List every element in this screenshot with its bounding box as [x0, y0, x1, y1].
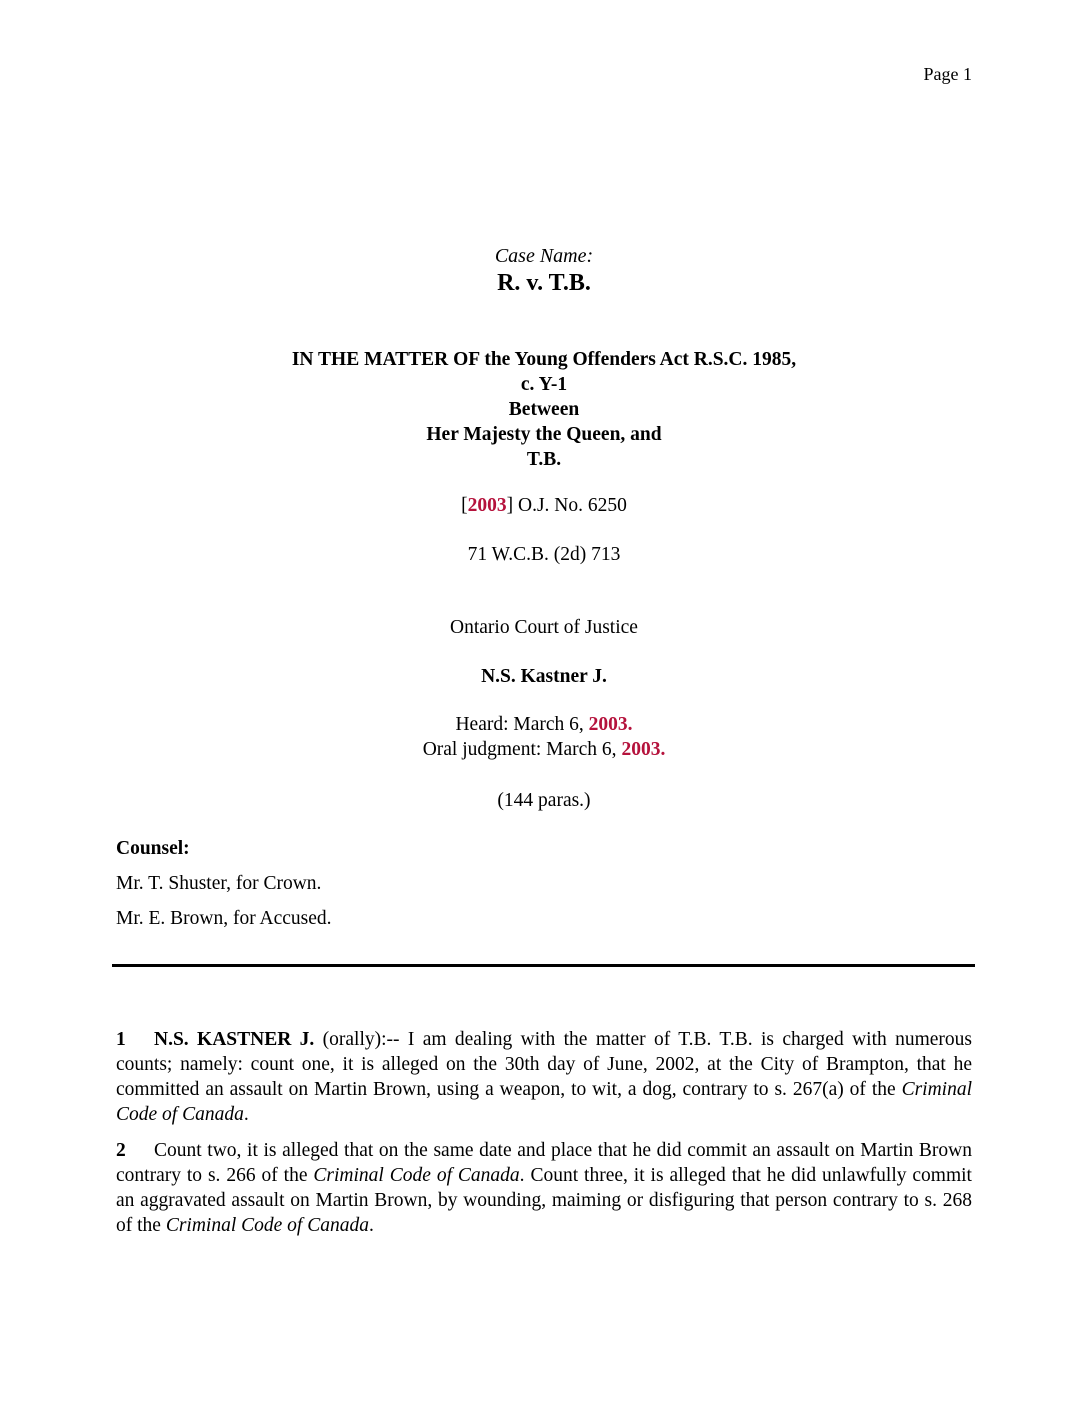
paragraph-text: . — [368, 1215, 374, 1236]
citation-year: 2003 — [467, 495, 507, 516]
matter-line: T.B. — [526, 449, 562, 470]
judgment-paragraph — [116, 1138, 972, 1238]
paragraph-number: 1 — [116, 1029, 126, 1050]
oral-judgment-date — [0, 737, 1088, 762]
matter-line: IN THE MATTER OF the Young Offenders Act R.S.C. 1985, — [291, 349, 797, 370]
paragraph-text: . — [243, 1104, 249, 1125]
statute-reference: Criminal Code of Canada — [165, 1215, 369, 1236]
matter-line: Between — [508, 399, 580, 420]
case-name-label: Case Name: — [494, 245, 594, 267]
counsel-entry: Mr. T. Shuster, for Crown. — [116, 873, 322, 894]
paragraph-text: (orally):-- I am dealing with the matter of T.B. T.B. is charged with numerous counts; namely: count one, it is alleged on the 30th day of June, 2002, at the City of Brampton, that he committed an assault on Martin Brown, using a weapon, to wit, a dog, contrary to s. 267(a) of the — [116, 1029, 972, 1100]
statute-reference: Criminal Code of Canada — [313, 1165, 520, 1186]
oral-judgment-prefix: Oral judgment: March 6, — [422, 739, 622, 760]
wcb-citation: 71 W.C.B. (2d) 713 — [467, 544, 621, 565]
heard-prefix: Heard: March 6, — [455, 714, 589, 735]
counsel-heading: Counsel: — [116, 838, 190, 859]
statute-reference: Criminal Code of Canada — [116, 1079, 972, 1125]
counsel-entry: Mr. E. Brown, for Accused. — [116, 908, 332, 929]
citation-open-bracket: [ — [461, 495, 468, 516]
paragraph-text: Count two, it is alleged that on the same date and place that he did commit an assault on Martin Brown contrary to s. 266 of the — [116, 1140, 972, 1186]
paragraph-number: 2 — [116, 1140, 126, 1161]
judgment-paragraph — [116, 1027, 972, 1127]
court-name: Ontario Court of Justice — [450, 617, 638, 638]
case-style — [0, 347, 1088, 472]
hearing-dates — [0, 712, 1088, 762]
neutral-citation — [0, 493, 1088, 518]
page-number: Page 1 — [923, 64, 972, 84]
paragraph-text: . Count three, it is alleged that he did unlawfully commit an aggravated assault on Martin Brown, by wounding, maiming or disfiguring that person contrary to s. 268 of the — [116, 1165, 972, 1236]
citation-rest: ] O.J. No. 6250 — [506, 495, 627, 516]
judge-name: N.S. Kastner J. — [481, 666, 607, 687]
matter-line: Her Majesty the Queen, and — [426, 424, 662, 445]
heard-year: 2003. — [588, 714, 633, 735]
case-title: R. v. T.B. — [497, 270, 591, 296]
oral-judgment-year: 2003. — [621, 739, 666, 760]
matter-line: c. Y-1 — [520, 374, 568, 395]
paragraph-count: (144 paras.) — [497, 790, 591, 811]
section-divider — [112, 964, 975, 967]
paragraph-speaker: N.S. KASTNER J. — [154, 1029, 315, 1050]
heard-date — [0, 712, 1088, 737]
